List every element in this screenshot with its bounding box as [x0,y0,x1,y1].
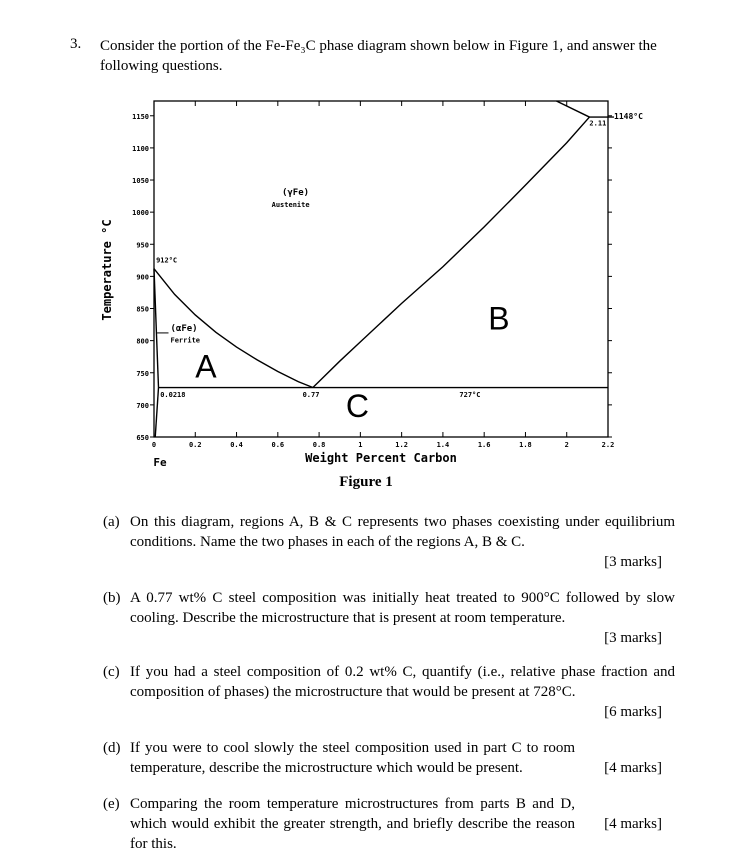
diagram-annotation: Austenite [271,201,310,210]
diagram-annotation: 727°C [459,391,481,400]
part-b [103,588,675,648]
x-tick-label: 1.4 [436,441,450,449]
part-label: (a) [103,514,120,530]
phase-boundary-line [313,117,590,387]
x-tick-label: 0.4 [230,441,243,449]
x-origin-label: Fe [153,456,167,469]
part-label: (e) [103,796,120,812]
x-tick-label: 0.6 [271,441,285,449]
y-tick-label: 650 [136,434,149,442]
figure-caption: Figure 1 [339,474,393,490]
phase-boundary-line [154,269,158,388]
y-tick-label: 1000 [132,209,149,218]
diagram-annotation: Ferrite [170,336,201,345]
diagram-annotation: 0.77 [302,391,320,400]
y-axis-label: Temperature °C [100,219,114,321]
part-text: If you were to cool slowly the steel composition used in part C to room temperature, describe the microstructure which would be present. [130,740,575,776]
x-tick-label: 1 [358,441,363,449]
diagram-annotation: (γFe) [281,187,310,198]
part-text: If you had a steel composition of 0.2 wt% C, quantify (i.e., relative phase fraction and composition of phases) the microstructure that would be present at 728°C. [130,664,675,700]
diagram-annotation: 2.11 [589,119,607,128]
part-text: Comparing the room temperature microstructures from parts B and D, which would exhibit the greater strength, and briefly describe the reason for this. [130,796,575,852]
part-marks: [3 marks] [604,630,662,646]
x-tick-label: 2.2 [601,441,615,449]
part-e [103,794,675,854]
y-tick-label: 850 [136,305,149,314]
part-label: (c) [103,664,120,680]
x-tick-label: 1.6 [477,441,491,449]
part-c [103,662,675,722]
part-d [103,738,675,778]
x-tick-label: 0.2 [188,441,202,449]
diagram-annotation: A [195,348,217,385]
diagram-annotation: (αFe) [170,323,198,334]
plot-frame [154,101,608,437]
y-tick-label: 900 [136,273,149,282]
part-marks: [6 marks] [604,704,662,720]
x-tick-label: 0.8 [312,441,326,449]
x-tick-label: 2 [564,441,569,449]
diagram-annotation: B [488,300,510,337]
y-tick-label: 800 [136,337,149,346]
question-number: 3. [70,36,82,52]
part-label: (b) [103,590,121,606]
diagram-annotation: 0.0218 [160,391,186,400]
part-text: On this diagram, regions A, B & C represents two phases coexisting under equilibrium conditions. Name the two phases in each of the regions A, B & C. [130,514,675,550]
x-axis-label: Weight Percent Carbon [305,451,457,465]
y-tick-label: 700 [136,401,149,410]
part-a [103,512,675,572]
y-tick-label: 750 [136,369,149,378]
right-temp-label: 1148°C [614,112,643,121]
x-tick-label: 1.2 [395,441,408,449]
part-label: (d) [103,740,121,756]
y-tick-label: 950 [136,241,149,250]
y-tick-label: 1100 [132,144,149,153]
part-marks: [3 marks] [604,554,662,570]
phase-boundary-line [556,101,589,117]
diagram-annotation: 912°C [156,256,178,265]
y-tick-label: 1050 [132,177,149,186]
part-marks: [4 marks] [604,760,662,776]
x-tick-label: 1.8 [519,441,532,449]
y-tick-label: 1150 [132,112,149,121]
diagram-annotation: C [345,388,370,425]
phase-boundary-line [155,388,158,437]
part-text: A 0.77 wt% C steel composition was initially heat treated to 900°C followed by slow cooling. Describe the microstructure that is present at room temperature. [130,590,675,626]
question-intro: Consider the portion of the Fe-Fe₃C phase diagram shown below in Figure 1, and answer the following questions. [100,38,657,74]
x-tick-label: 0 [151,441,157,449]
part-marks: [4 marks] [604,816,662,832]
